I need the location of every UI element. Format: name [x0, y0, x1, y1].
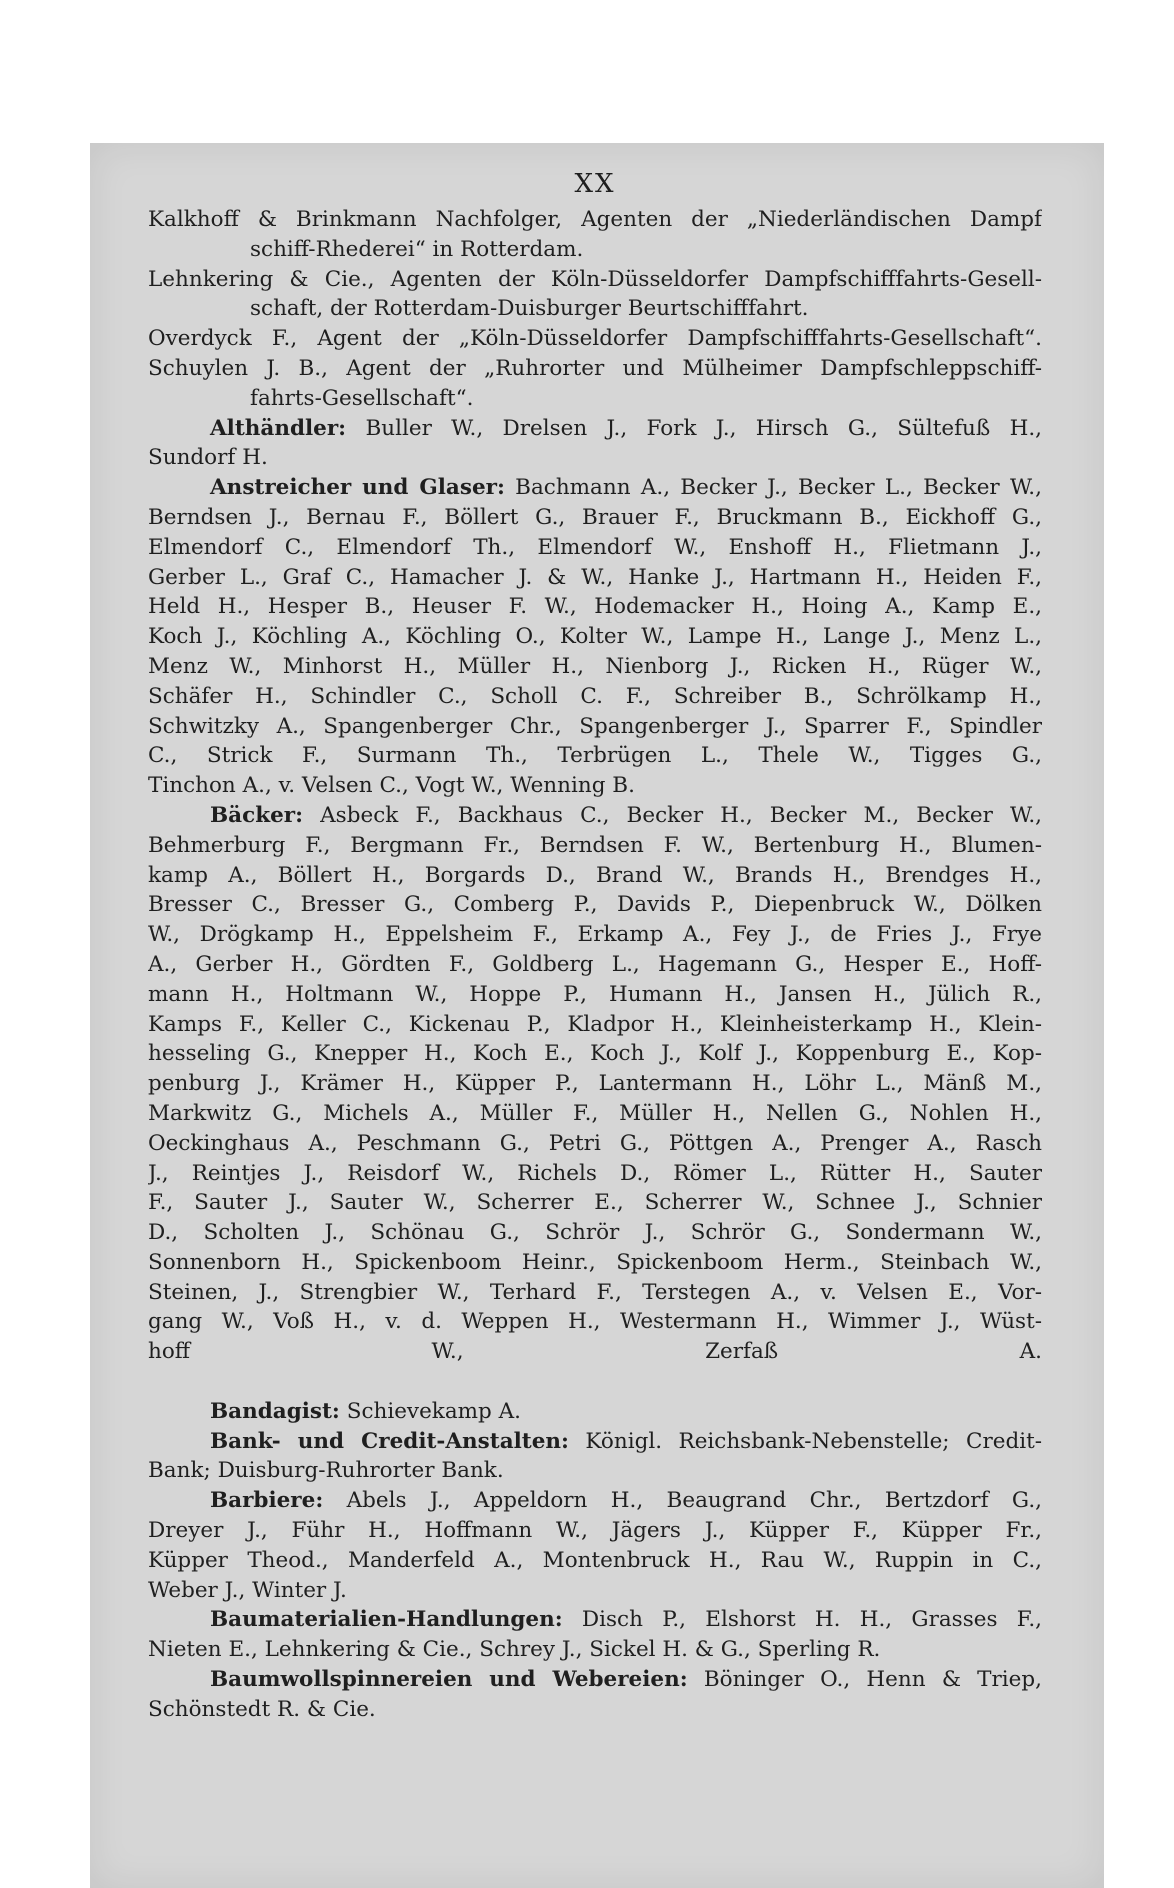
text-line	[148, 1397, 1042, 1427]
section-anstreicher	[148, 473, 1042, 801]
text-line	[148, 801, 1042, 831]
text-line: Sonnenborn H., Spickenboom Heinr., Spickenboom Herm., Steinbach W.,	[148, 1249, 1042, 1275]
page-content	[148, 143, 1042, 1725]
entry	[148, 265, 1042, 325]
text-line: Kamps F., Keller C., Kickenau P., Kladpor H., Kleinheisterkamp H., Klein-	[148, 1011, 1042, 1037]
text-line: Markwitz G., Michels A., Müller F., Müller H., Nellen G., Nohlen H.,	[148, 1100, 1042, 1126]
text-line: J., Reintjes J., Reisdorf W., Richels D., Römer L., Rütter H., Sauter	[148, 1160, 1042, 1186]
text-line: Schäfer H., Schindler C., Scholl C. F., Schreiber B., Schrölkamp H.,	[148, 683, 1042, 709]
section-text: Böninger O., Henn & Triep,	[687, 1667, 1042, 1693]
section-althaendler	[148, 414, 1042, 474]
section-text: Buller W., Drelsen J., Fork J., Hirsch G., Sültefuß H.,	[346, 415, 1042, 441]
text-line: D., Scholten J., Schönau G., Schrör J., Schrör G., Sondermann W.,	[148, 1220, 1042, 1246]
section-heading: Bank- und Credit-Anstalten:	[210, 1428, 569, 1454]
text-line: Kalkhoff & Brinkmann Nachfolger, Agenten der „Niederländischen Dampf	[148, 207, 1042, 232]
text-line: schiff-Rhederei“ in Rotterdam.	[250, 236, 584, 262]
text-line: schaft, der Rotterdam-Duisburger Beurtschifffahrt.	[250, 296, 809, 322]
text-line	[148, 1605, 1042, 1635]
text-line: Küpper Theod., Manderfeld A., Montenbruck H., Rau W., Ruppin in C.,	[148, 1547, 1042, 1573]
section-baumaterialien	[148, 1605, 1042, 1665]
section-heading: Althändler:	[210, 415, 347, 441]
entry	[148, 205, 1042, 265]
text-line	[148, 1367, 1042, 1397]
section-baecker	[148, 801, 1042, 1397]
text-line: Bresser C., Bresser G., Comberg P., Davids P., Diepenbruck W., Dölken	[148, 892, 1042, 918]
section-bank	[148, 1427, 1042, 1487]
page-number: XX	[574, 169, 616, 199]
text-line: F., Sauter J., Sauter W., Scherrer E., Scherrer W., Schnee J., Schnier	[148, 1190, 1042, 1216]
text-line: Elmendorf C., Elmendorf Th., Elmendorf W., Enshoff H., Flietmann J.,	[148, 534, 1042, 560]
text-line	[148, 414, 1042, 444]
entry	[148, 324, 1042, 354]
section-text: Bachmann A., Becker J., Becker L., Becker W.,	[504, 475, 1042, 501]
section-heading: Bandagist:	[210, 1398, 340, 1424]
text-line: Tinchon A., v. Velsen C., Vogt W., Wenning B.	[148, 773, 635, 799]
text-line: hoff W., Zerfaß A.	[148, 1339, 1042, 1365]
text-line: Berndsen J., Bernau F., Böllert G., Brauer F., Bruckmann B., Eickhoff G.,	[148, 504, 1042, 530]
text-line: Nieten E., Lehnkering & Cie., Schrey J., Sickel H. & G., Sperling R.	[148, 1637, 881, 1663]
text-line: Schuylen J. B., Agent der „Ruhrorter und Mülheimer Dampfschleppschiff-	[148, 355, 1042, 381]
section-text: Abels J., Appeldorn H., Beaugrand Chr., Bertzdorf G.,	[323, 1488, 1042, 1514]
text-line: Oeckinghaus A., Peschmann G., Petri G., Pöttgen A., Prenger A., Rasch	[148, 1130, 1042, 1156]
text-line: gang W., Voß H., v. d. Weppen H., Westermann H., Wimmer J., Wüst-	[148, 1309, 1042, 1335]
text-line: Behmerburg F., Bergmann Fr., Berndsen F. W., Bertenburg H., Blumen-	[148, 832, 1042, 858]
text-line: Schwitzky A., Spangenberger Chr., Spangenberger J., Sparrer F., Spindler	[148, 713, 1042, 739]
text-line	[148, 1665, 1042, 1695]
text-line	[148, 1427, 1042, 1457]
text-line: fahrts-Gesellschaft“.	[250, 385, 474, 411]
section-heading: Bäcker:	[210, 802, 304, 828]
section-bandagist	[148, 1397, 1042, 1427]
section-barbiere	[148, 1486, 1042, 1605]
section-heading: Baumaterialien-Handlungen:	[210, 1607, 563, 1633]
text-line: W., Drögkamp H., Eppelsheim F., Erkamp A., Fey J., de Fries J., Frye	[148, 922, 1042, 948]
section-heading: Baumwollspinnereien und Webereien:	[210, 1667, 688, 1693]
text-line: Weber J., Winter J.	[148, 1577, 347, 1603]
entry	[148, 354, 1042, 414]
section-text: Disch P., Elshorst H. H., Grasses F.,	[562, 1607, 1042, 1633]
text-line: Held H., Hesper B., Heuser F. W., Hodemacker H., Hoing A., Kamp E.,	[148, 594, 1042, 620]
text-line	[148, 473, 1042, 503]
text-line: Lehnkering & Cie., Agenten der Köln-Düsseldorfer Dampfschifffahrts-Gesell-	[148, 266, 1042, 292]
section-text: Schievekamp A.	[339, 1398, 521, 1424]
section-heading: Anstreicher und Glaser:	[210, 475, 505, 501]
text-line: Sundorf H.	[148, 445, 268, 471]
text-line: Overdyck F., Agent der „Köln-Düsseldorfer Dampfschifffahrts-Gesellschaft“.	[148, 326, 1042, 352]
text-line: hesseling G., Knepper H., Koch E., Koch J., Kolf J., Koppenburg E., Kop-	[148, 1041, 1042, 1067]
text-line: kamp A., Böllert H., Borgards D., Brand W., Brands H., Brendges H.,	[148, 862, 1042, 888]
text-line	[148, 1486, 1042, 1516]
text-line: mann H., Holtmann W., Hoppe P., Humann H., Jansen H., Jülich R.,	[148, 981, 1042, 1007]
text-line: Gerber L., Graf C., Hamacher J. & W., Hanke J., Hartmann H., Heiden F.,	[148, 564, 1042, 590]
text-line: C., Strick F., Surmann Th., Terbrügen L., Thele W., Tigges G.,	[148, 743, 1042, 769]
section-text: Asbeck F., Backhaus C., Becker H., Becker M., Becker W.,	[303, 802, 1042, 828]
text-line: Schönstedt R. & Cie.	[148, 1696, 376, 1722]
text-line: penburg J., Krämer H., Küpper P., Lantermann H., Löhr L., Mänß M.,	[148, 1071, 1042, 1097]
text-line: Dreyer J., Führ H., Hoffmann W., Jägers J., Küpper F., Küpper Fr.,	[148, 1518, 1042, 1544]
section-heading: Barbiere:	[210, 1488, 324, 1514]
text-line: A., Gerber H., Gördten F., Goldberg L., Hagemann G., Hesper E., Hoff-	[148, 951, 1042, 977]
text-line: Koch J., Köchling A., Köchling O., Kolter W., Lampe H., Lange J., Menz L.,	[148, 624, 1042, 650]
page-sheet	[90, 143, 1104, 1888]
section-baumwollspinnereien	[148, 1665, 1042, 1725]
text-line: Bank; Duisburg-Ruhrorter Bank.	[148, 1458, 504, 1484]
section-text: Königl. Reichsbank-Nebenstelle; Credit-	[568, 1428, 1042, 1454]
text-line: Menz W., Minhorst H., Müller H., Nienborg J., Ricken H., Rüger W.,	[148, 653, 1042, 679]
text-line: Steinen, J., Strengbier W., Terhard F., Terstegen A., v. Velsen E., Vor-	[148, 1279, 1042, 1305]
